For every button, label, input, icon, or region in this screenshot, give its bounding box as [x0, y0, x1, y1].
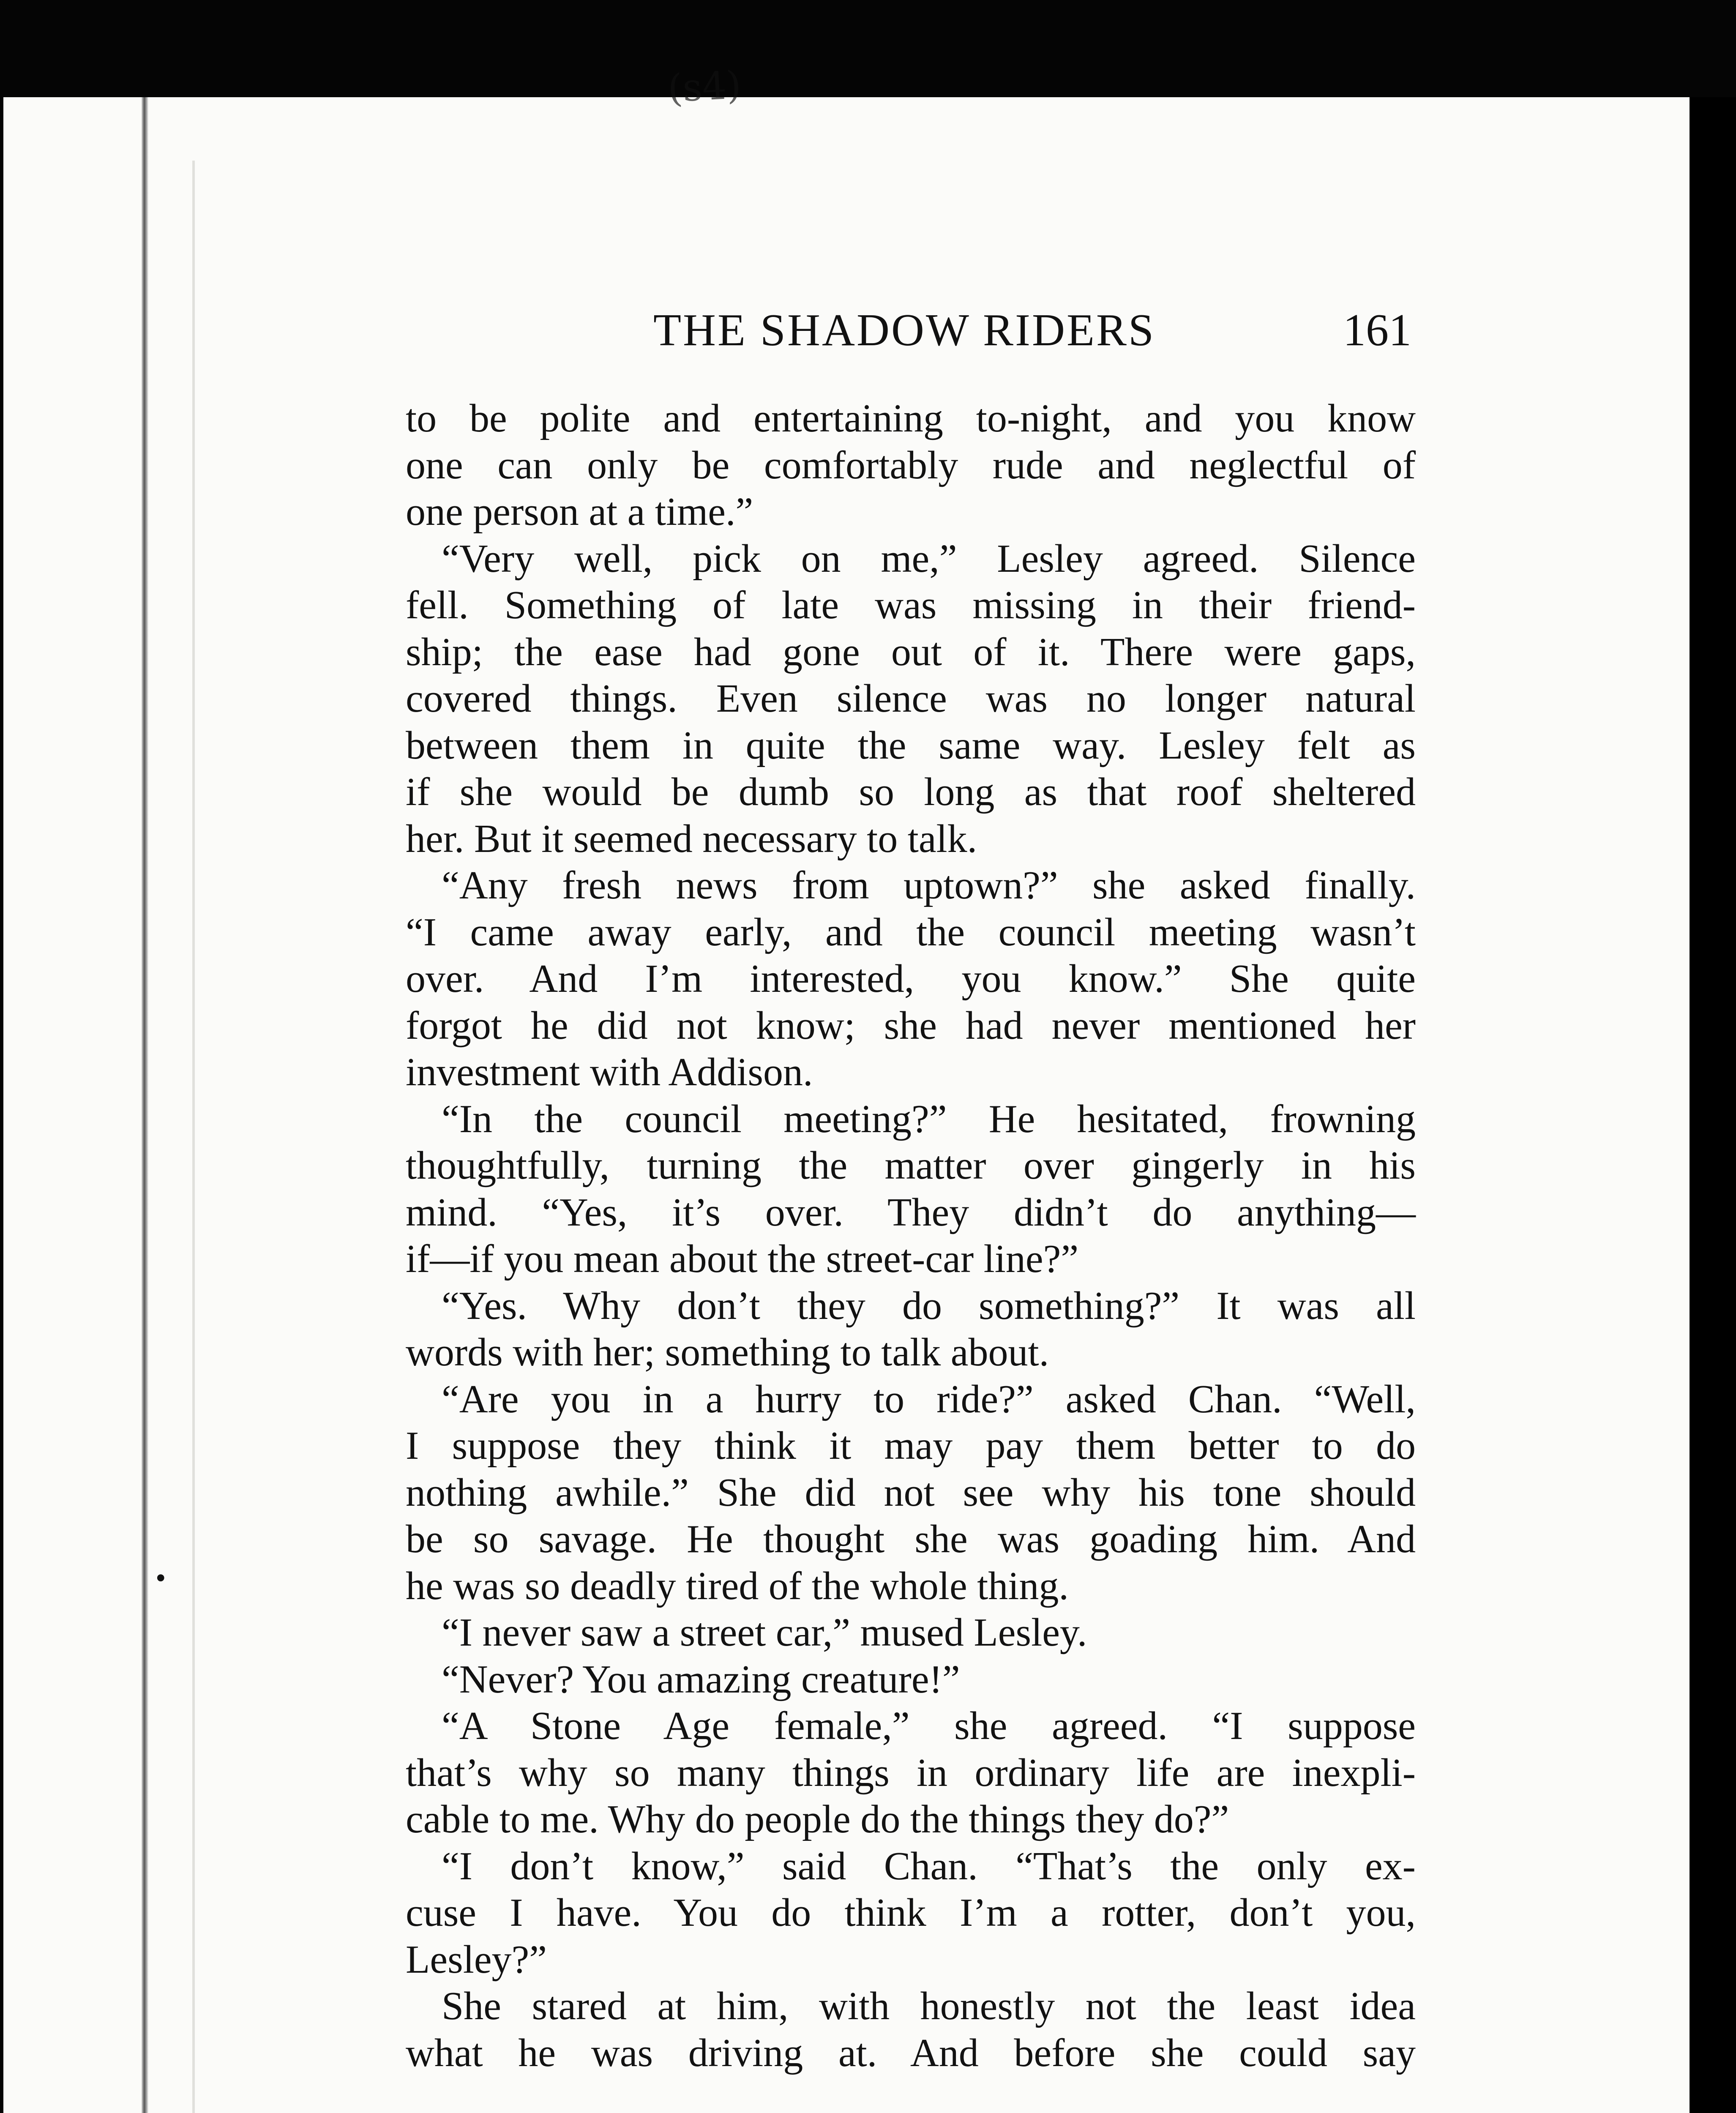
text-line: cable to me. Why do people do the things they do?” — [406, 1797, 1229, 1841]
page-gutter-fold — [192, 161, 195, 2113]
text-line: fell. Something of late was missing in their friend- — [406, 583, 1416, 627]
text-line: thoughtfully, turning the matter over gingerly in his — [406, 1144, 1416, 1188]
text-line: between them in quite the same way. Lesley felt as — [406, 723, 1416, 767]
text-line: words with her; something to talk about. — [406, 1330, 1049, 1374]
text-line: over. And I’m interested, you know.” She quite — [406, 957, 1416, 1001]
text-line: covered things. Even silence was no longer natural — [406, 677, 1416, 721]
text-line: her. But it seemed necessary to talk. — [406, 816, 977, 861]
text-line: be so savage. He thought she was goading him. And — [406, 1517, 1416, 1561]
text-line: forgot he did not know; she had never mentioned her — [406, 1003, 1416, 1048]
body-text — [406, 395, 1416, 2076]
text-line: one person at a time.” — [406, 490, 753, 534]
text-line: if she would be dumb so long as that roof sheltered — [406, 770, 1416, 814]
text-line: “Any fresh news from uptown?” she asked finally. — [442, 863, 1416, 907]
text-line: cuse I have. You do think I’m a rotter, don’t you, — [406, 1891, 1416, 1935]
text-line: what he was driving at. And before she could say — [406, 2031, 1416, 2075]
text-line: “Very well, pick on me,” Lesley agreed. Silence — [442, 536, 1416, 581]
text-line: “A Stone Age female,” she agreed. “I suppose — [442, 1704, 1416, 1748]
text-line: “In the council meeting?” He hesitated, frowning — [442, 1097, 1416, 1141]
text-line: nothing awhile.” She did not see why his tone should — [406, 1470, 1416, 1515]
text-line: ship; the ease had gone out of it. There were gaps, — [406, 630, 1416, 674]
text-line: “I never saw a street car,” mused Lesley. — [442, 1611, 1087, 1654]
text-line: “I came away early, and the council meeting wasn’t — [406, 910, 1416, 954]
handwritten-mark: (s4) — [666, 63, 742, 111]
text-line: mind. “Yes, it’s over. They didn’t do anything— — [406, 1190, 1416, 1234]
text-line: “Never? You amazing creature!” — [442, 1657, 960, 1701]
text-line: investment with Addison. — [406, 1050, 813, 1094]
text-line: to be polite and entertaining to-night, and you know — [406, 396, 1416, 440]
text-line: if—if you mean about the street-car line?” — [406, 1237, 1079, 1281]
text-line: “Are you in a hurry to ride?” asked Chan. “Well, — [442, 1377, 1416, 1421]
text-line: “Yes. Why don’t they do something?” It was all — [442, 1283, 1416, 1328]
text-line: I suppose they think it may pay them better to do — [406, 1424, 1416, 1468]
running-title: THE SHADOW RIDERS — [653, 305, 1156, 355]
text-line: “I don’t know,” said Chan. “That’s the only ex- — [442, 1844, 1416, 1888]
page-number: 161 — [1343, 305, 1411, 355]
text-line: he was so deadly tired of the whole thing. — [406, 1564, 1069, 1608]
text-line: Lesley?” — [406, 1937, 547, 1982]
page-gutter — [142, 97, 148, 2113]
text-line: She stared at him, with honestly not the least idea — [442, 1984, 1416, 2028]
scan-edge-shadow — [1690, 97, 1736, 2113]
text-line: that’s why so many things in ordinary life are inexpli- — [406, 1750, 1416, 1795]
margin-mark: • — [156, 1562, 166, 1594]
text-line: one can only be comfortably rude and neglectful of — [406, 443, 1416, 487]
